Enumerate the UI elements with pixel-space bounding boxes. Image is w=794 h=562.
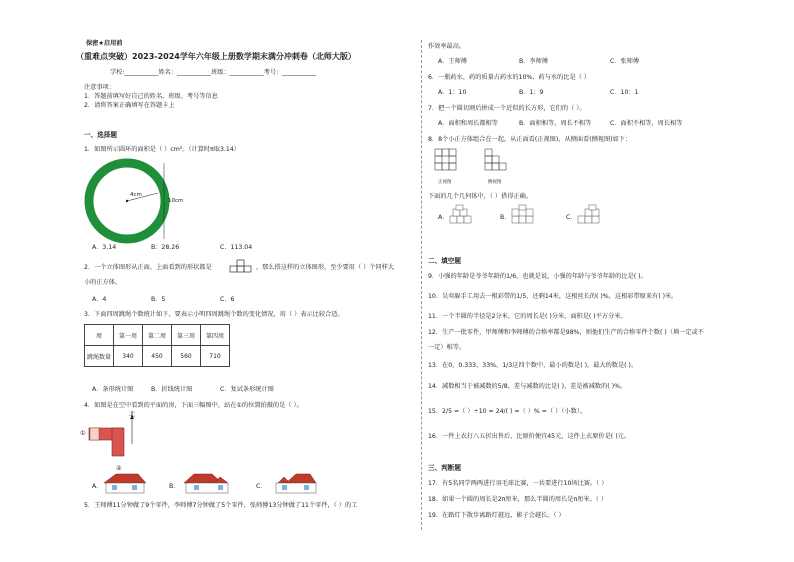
table-cell: 340 [114, 346, 143, 367]
marker-1: ① [80, 430, 86, 437]
q2-shape-figure [228, 259, 254, 273]
question-5-cont: 作效率最高。 [428, 43, 466, 50]
table-cell: 450 [143, 346, 172, 367]
question-7: 7．把一个圆切割后拼成一个近似的长方形，它们的（ ）。 [428, 105, 586, 112]
ring-figure [84, 158, 174, 244]
label-inner-radius: 4cm [130, 192, 142, 198]
q1-option-c: C．113.04 [220, 244, 253, 251]
notes-label: 注意事项： [84, 84, 115, 91]
q5-option-c: C．张师傅 [610, 58, 640, 65]
fill-question-12: 12．生产一批零件，甲师傅和李师傅的合格率都是98%，则他们生产的合格零件个数( )（填一定或不 [428, 329, 704, 336]
exam-title: （重难点突破）2023-2024学年六年级上册数学期末满分冲刺卷（北师大版） [76, 52, 356, 61]
question-4: 4．如图是在空中看到的平面的房，下面三幅图中，站在①的位置拍摄的是（ ）。 [84, 402, 303, 409]
q6-option-b: B．1：9 [519, 89, 544, 96]
q7-option-b: B．面积相等，周长不相等 [519, 120, 592, 127]
question-8b: 下面的几个几何体中，（ ）搭得正确。 [428, 193, 533, 200]
question-2a: 2．一个立体图形从正面、上面看到的形状都是 [84, 264, 212, 271]
column-divider [421, 40, 422, 530]
q3-option-b: B．折线统计图 [151, 386, 193, 393]
marker-2: ② [116, 465, 122, 472]
q6-option-c: C．10：1 [610, 89, 639, 96]
front-view-figure [434, 148, 464, 178]
judge-question-17: 17．有5名同学两两进行羽毛球比赛，一共要进行10场比赛。（ ） [428, 480, 608, 487]
cube-option-c [576, 204, 604, 228]
q3-option-c: C．复试条形统计图 [220, 386, 274, 393]
q2-option-a: A．4 [92, 296, 107, 303]
table-cell: 560 [172, 346, 201, 367]
q5-option-b: B．李师傅 [519, 58, 548, 65]
q1-option-b: B．28.26 [151, 244, 180, 251]
table-cell: 跳绳数量 [85, 346, 114, 367]
question-1: 1．如图所示圆环的面积是（ ）cm²。（计算时π取3.14） [84, 146, 240, 153]
question-2c: 小的正方体。 [84, 279, 122, 286]
table-cell: 第二周 [143, 325, 172, 346]
q8-option-c: C． [566, 214, 577, 221]
q4-option-a: A． [92, 483, 103, 490]
info-line: 学校:___________姓名：___________班级：___________考号：___________ [110, 69, 317, 76]
cube-option-a [448, 204, 476, 228]
left-column [78, 0, 418, 562]
table-cell: 周 [85, 325, 114, 346]
q7-option-a: A．面积和周长都相等 [438, 120, 498, 127]
table-cell: 第四周 [201, 325, 230, 346]
question-5: 5．王师傅11分钟做了9个零件，李师傅7分钟做了5个零件，张师傅13分钟做了11个零件，（ ）的工 [84, 502, 358, 509]
q4-option-b: B． [169, 483, 180, 490]
fill-question-13: 13．在0，0.333，33%，1/3这四个数中，最小的数是( )，最大的数是( )。 [428, 362, 638, 369]
q7-option-c: C．面积不相等，周长相等 [610, 120, 683, 127]
question-2b: ，那么搭这样的立体图形，至少要用（ ）个同样大 [256, 264, 395, 271]
question-8: 8．8个小正方体组合在一起，从正面看(正视图)，从侧面看(侧视图)如下： [428, 136, 632, 143]
table-row [85, 346, 230, 367]
q4-option-c: C． [256, 483, 267, 490]
label-outer-diameter: 10cm [168, 198, 184, 204]
table-cell: 710 [201, 346, 230, 367]
q2-option-b: B．5 [151, 296, 166, 303]
q3-option-a: A．条形统计图 [92, 386, 134, 393]
fill-question-14: 14．减数相当于被减数的5/8，差与减数的比是( )，差是被减数的( )%。 [428, 383, 627, 390]
table-cell: 第三周 [172, 325, 201, 346]
q6-option-a: A．1：10 [438, 89, 467, 96]
note-2: 2．请将答案正确填写在答题卡上 [84, 102, 175, 109]
house-option-c [270, 472, 318, 494]
front-view-caption: 正视图 [438, 180, 452, 185]
q5-option-a: A．王师傅 [438, 58, 467, 65]
fill-question-10: 10．吴奕躲手工用去一根彩带的1/5，还剩14米，这根丝长的( )%，这根彩带原来有( )米。 [428, 293, 678, 300]
section-3-title: 三、判断题 [428, 464, 461, 472]
section-1-title: 一、选择题 [84, 131, 117, 139]
question-6: 6．一瓶药水，药的质量占药水的10%，药与水的比是（ ） [428, 74, 590, 81]
secret-label: 保密★启用前 [86, 40, 123, 47]
house-option-b [182, 472, 230, 494]
house-top-view [88, 414, 136, 458]
q8-option-b: B． [500, 214, 511, 221]
table-row [85, 325, 230, 346]
fill-question-15: 15．2/5 =（ ）÷10 = 24/( ) =（ ）% =（ ）（小数）。 [428, 408, 587, 415]
q8-option-a: A． [438, 214, 449, 221]
side-view-figure [484, 148, 514, 178]
cube-option-b [510, 204, 538, 228]
q2-option-c: C．6 [220, 296, 235, 303]
section-2-title: 二、填空题 [428, 257, 461, 265]
fill-question-16: 16．一件上衣打八五折出售后，比原价便宜45元，这件上衣原价是( )元。 [428, 433, 630, 440]
fill-question-12b: 一定）相等。 [428, 344, 466, 351]
house-option-a [102, 472, 148, 494]
side-view-caption: 侧视图 [488, 180, 502, 185]
north-label: 北 [129, 411, 136, 418]
jump-rope-table [84, 324, 230, 367]
fill-question-9: 9．小强的年龄是爷爷年龄的1/6，也就是说，小强的年龄与爷爷年龄的比是( )。 [428, 273, 647, 280]
q1-option-a: A．3.14 [92, 244, 117, 251]
fill-question-11: 11．一个半圆的半径是2分米，它的周长是( )分米，面积是( )平方分米。 [428, 313, 627, 320]
judge-question-18: 18．如果一个圆的周长是2π厘米，那么半圆的周长是π厘米。（ ） [428, 496, 608, 503]
judge-question-19: 19．在路灯下散步离路灯越远，影子会越长。（ ） [428, 512, 565, 519]
note-1: 1．答题前填写好自己的姓名、班级、考号等信息 [84, 93, 218, 100]
table-cell: 第一周 [114, 325, 143, 346]
right-column [428, 0, 728, 562]
question-3: 3．下面四周跳绳个数统计如下。要表示小明四周跳绳个数的变化情况，用（ ）表示比较合适。 [84, 311, 344, 318]
